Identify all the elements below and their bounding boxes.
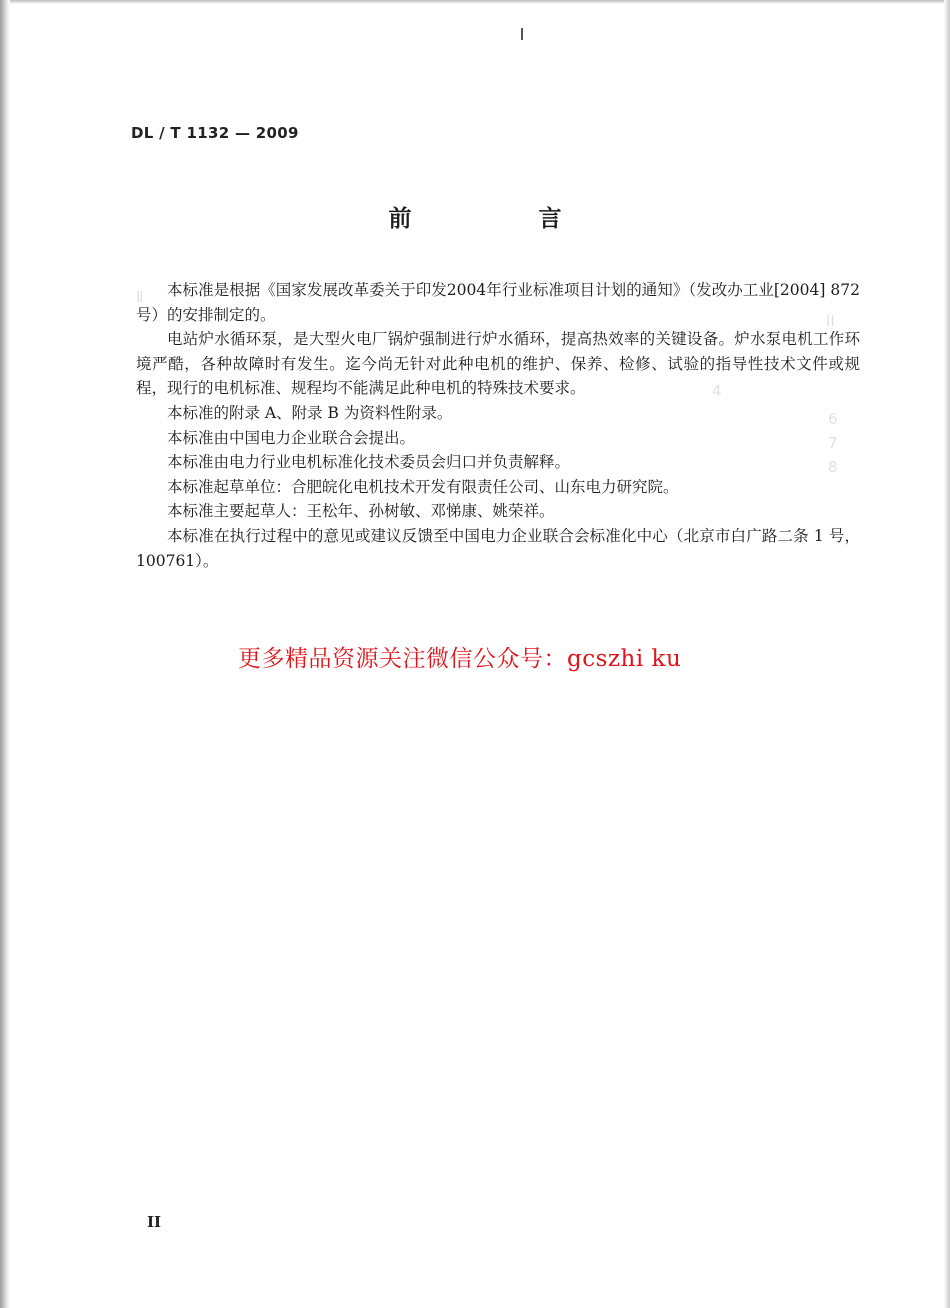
bleed-through-line: ⅠⅠ <box>826 312 835 330</box>
foreword-paragraph: 本标准在执行过程中的意见或建议反馈至中国电力企业联合会标准化中心（北京市白广路二条 1 号，100761）。 <box>136 526 860 570</box>
foreword-paragraph: 本标准由电力行业电机标准化技术委员会归口并负责解释。 <box>167 453 571 472</box>
bleed-through-line: 4 <box>712 382 722 400</box>
scan-mark <box>521 28 523 40</box>
foreword-paragraph: 本标准的附录 A、附录 B 为资料性附录。 <box>167 403 453 422</box>
foreword-paragraph: 本标准是根据《国家发展改革委关于印发2004年行业标准项目计划的通知》（发改办工业[2004] 872 号）的安排制定的。 <box>136 281 860 324</box>
bleed-through-line: 7 <box>828 434 838 452</box>
bleed-through-line: 8 <box>828 458 838 476</box>
bleed-through-line: Ⅱ <box>136 288 144 306</box>
standard-code: DL / T 1132 — 2009 <box>131 124 299 142</box>
scan-edge-left <box>0 0 10 1308</box>
foreword-body <box>136 278 860 573</box>
promo-text: 更多精品资源关注微信公众号：gcszhi ku <box>238 646 682 672</box>
foreword-paragraph: 电站炉水循环泵，是大型火电厂锅炉强制进行炉水循环，提高热效率的关键设备。炉水泵电机工作环境严酷，各种故障时有发生。迄今尚无针对此种电机的维护、保养、检修、试验的指导性技术文件或规程，现行的电机标准、规程均不能满足此种电机的特殊技术要求。 <box>136 330 860 398</box>
page-title: 前 言 <box>388 206 614 232</box>
foreword-paragraph: 本标准主要起草人：王松年、孙树敏、邓悌康、姚荣祥。 <box>167 502 555 521</box>
scan-edge-right <box>944 0 950 1308</box>
scan-edge-top <box>0 0 950 4</box>
page-number: II <box>147 1213 162 1231</box>
bleed-through-line: 6 <box>828 410 838 428</box>
foreword-paragraph: 本标准由中国电力企业联合会提出。 <box>167 428 416 447</box>
foreword-paragraph: 本标准起草单位：合肥皖化电机技术开发有限责任公司、山东电力研究院。 <box>167 477 679 496</box>
